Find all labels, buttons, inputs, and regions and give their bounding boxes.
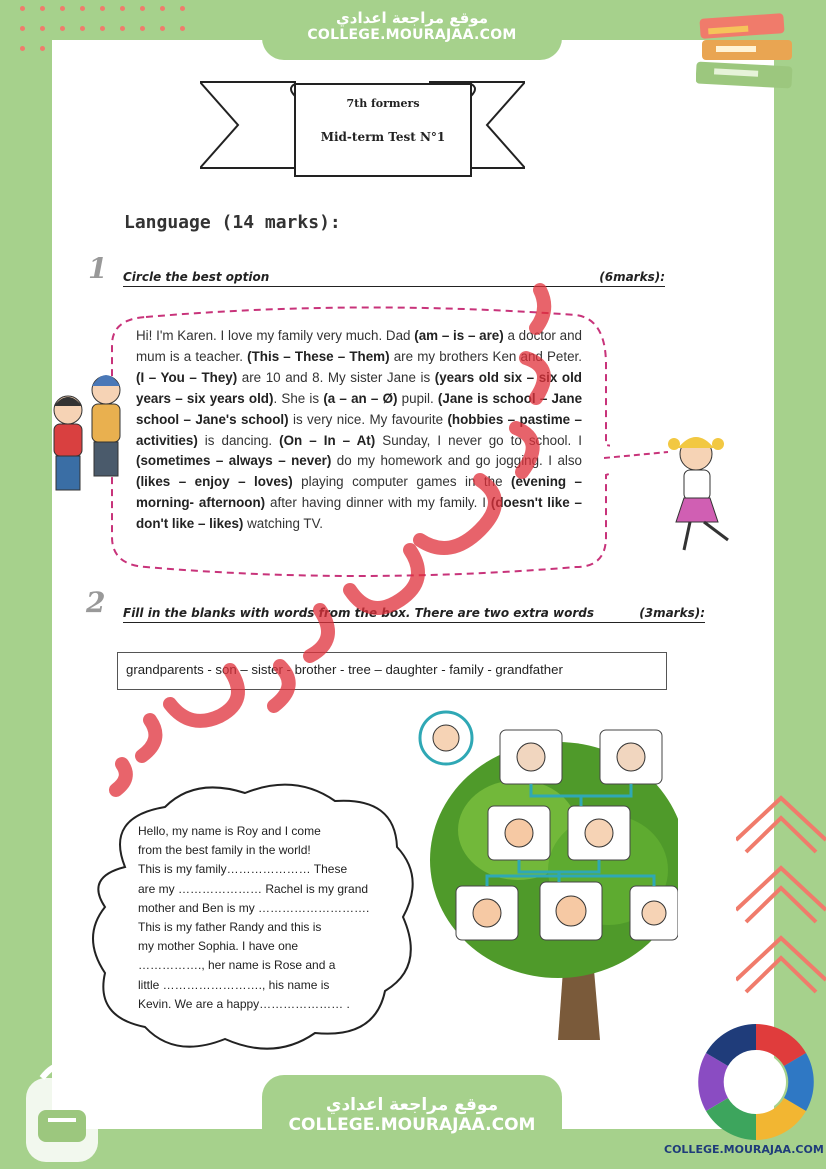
word-box xyxy=(117,652,667,690)
option-group[interactable]: (likes – enjoy – loves) xyxy=(136,474,293,490)
passage-text: is very nice. My favourite xyxy=(288,411,448,427)
books-logo-icon xyxy=(696,12,802,92)
cloud-line: from the best family in the world! xyxy=(138,843,311,858)
option-group[interactable]: (am – is – are) xyxy=(414,328,504,343)
option-group[interactable]: (a – an – Ø) xyxy=(323,390,398,406)
passage-text: are 10 and 8. My sister Jane is xyxy=(237,369,435,385)
test-title: Mid-term Test N°1 xyxy=(320,130,446,144)
passage-text: are my brothers Ken and Peter. xyxy=(389,348,582,364)
family-tree-illustration xyxy=(418,700,678,1040)
option-group[interactable]: (I – You – They) xyxy=(136,369,238,385)
footer-arabic-name: موقع مراجعة اعدادي xyxy=(325,1095,499,1115)
passage-text: . She is xyxy=(273,390,324,406)
bubble-pointer xyxy=(604,448,670,468)
site-footer-tab xyxy=(262,1075,562,1169)
option-group[interactable]: (On – In – At) xyxy=(279,432,376,448)
option-group[interactable]: (doesn't like – don't like – likes) xyxy=(136,495,582,532)
decorative-chevrons xyxy=(736,790,826,1050)
passage-text: after having dinner with my family. I xyxy=(265,495,491,511)
footer-domain[interactable]: COLLEGE.MOURAJAA.COM xyxy=(288,1115,536,1135)
cloud-line: This is my father Randy and this is xyxy=(138,920,322,935)
exercise-1-marks: (6marks): xyxy=(599,270,665,284)
option-group[interactable]: (years old six – six old years – six years old) xyxy=(136,369,582,406)
cloud-line[interactable]: little ……………………., his name is xyxy=(138,977,330,992)
cloud-line[interactable]: This is my family………………… These xyxy=(138,862,348,877)
word-box-text: grandparents - son – sister - brother - tree – daughter - family - grandfather xyxy=(126,662,563,677)
test-title-block xyxy=(295,88,471,144)
passage-text: Hi! I'm Karen. I love my family very much. Dad xyxy=(136,328,415,343)
exercise-1-instruction: Circle the best option xyxy=(123,270,270,284)
passage-text: do my homework and go jogging. I also xyxy=(331,453,583,469)
option-group[interactable]: (sometimes – always – never) xyxy=(136,453,332,469)
option-group[interactable]: (This – These – Them) xyxy=(247,348,390,364)
exercise-1-number: 1 xyxy=(88,252,108,285)
cloud-passage xyxy=(138,822,378,1014)
logo-caption[interactable]: COLLEGE.MOURAJAA.COM xyxy=(664,1143,824,1156)
passage-text: watching TV. xyxy=(243,516,324,532)
site-header-tab xyxy=(262,0,562,60)
passage-text: playing computer games in the xyxy=(292,474,512,490)
exercise-1-passage xyxy=(136,326,582,535)
site-domain[interactable]: COLLEGE.MOURAJAA.COM xyxy=(307,27,517,43)
exercise-1-heading xyxy=(123,270,665,287)
passage-text: a doctor and mum is a teacher. xyxy=(136,328,582,364)
option-group[interactable]: (Jane is school – Jane school – Jane's school) xyxy=(136,390,583,427)
girl-illustration xyxy=(662,430,742,558)
backpack-icon xyxy=(12,1056,112,1166)
passage-text: Sunday, I never go to school. I xyxy=(375,432,582,448)
exercise-2-number: 2 xyxy=(86,586,106,619)
boys-illustration xyxy=(48,368,128,500)
cloud-line[interactable]: ……………., her name is Rose and a xyxy=(138,958,336,973)
exercise-2-heading xyxy=(123,606,705,623)
passage-text: is dancing. xyxy=(197,432,280,448)
site-arabic-name: موقع مراجعة اعدادي xyxy=(336,9,488,27)
option-group[interactable]: (hobbies – pastime – activities) xyxy=(136,411,582,448)
section-title: Language (14 marks): xyxy=(124,212,341,233)
cloud-line: Hello, my name is Roy and I come xyxy=(138,824,321,838)
college-mourajaa-logo-icon xyxy=(694,1022,818,1142)
cloud-line[interactable]: mother and Ben is my ………………………. xyxy=(138,900,370,915)
exercise-2-instruction: Fill in the blanks with words from the box. There are two extra words xyxy=(123,606,595,620)
passage-text: pupil. xyxy=(397,390,438,406)
cloud-line[interactable]: Kevin. We are a happy………………… . xyxy=(138,996,350,1011)
test-level: 7th formers xyxy=(346,97,420,110)
cloud-line: my mother Sophia. I have one xyxy=(138,939,299,954)
option-group[interactable]: (evening – morning- afternoon) xyxy=(136,474,582,511)
cloud-line[interactable]: are my ………………… Rachel is my grand xyxy=(138,881,369,896)
exercise-2-marks: (3marks): xyxy=(639,606,705,620)
